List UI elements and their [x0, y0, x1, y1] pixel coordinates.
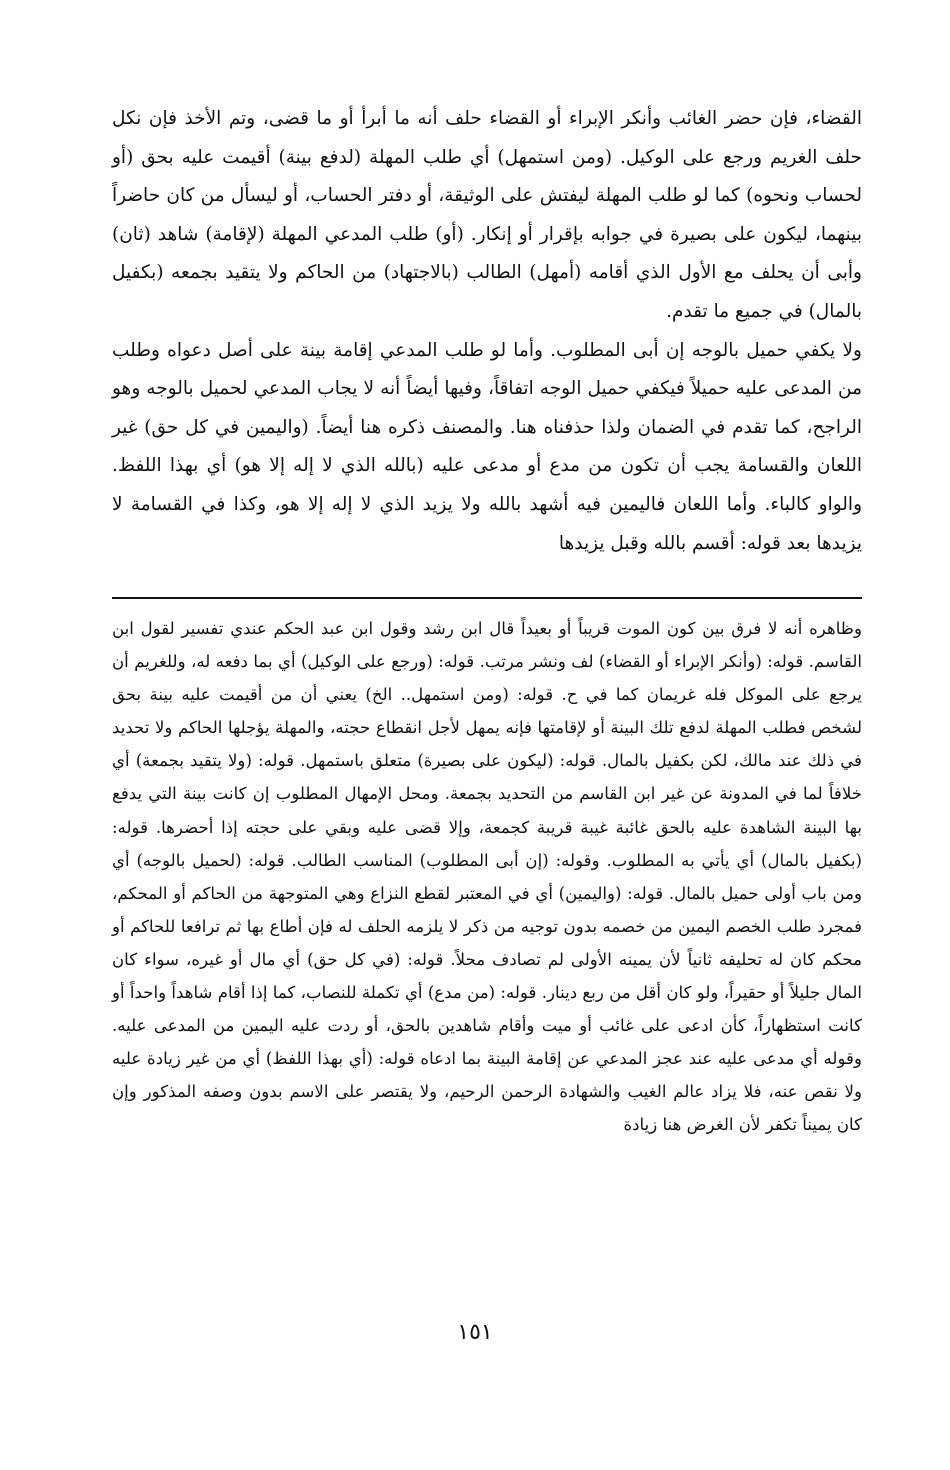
- main-paragraph-1: القضاء، فإن حضر الغائب وأنكر الإبراء أو القضاء حلف أنه ما أبرأ أو ما قضى، وتم الأخذ فإن نكل حلف الغريم ورجع على الوكيل. (ومن استمهل) أي طلب المهلة (لدفع بينة) أقيمت عليه بحق (أو لحساب ونحوه) كما لو طلب المهلة ليفتش على الوثيقة، أو دفتر الحساب، أو ليسأل من كان حاضراً بينهما، ليكون على بصيرة في جوابه بإقرار أو إنكار. (أو) طلب المدعي المهلة (لإقامة) شاهد (ثان) وأبى أن يحلف مع الأول الذي أقامه (أمهل) الطالب (بالاجتهاد) من الحاكم ولا يتقيد بجمعه (بكفيل بالمال) في جميع ما تقدم.: [112, 108, 862, 322]
- footnote-text: وظاهره أنه لا فرق بين كون الموت قريباً أو بعيداً قال ابن رشد وقول ابن عبد الحكم عندي تفسير لقول ابن القاسم. قوله: (وأنكر الإبراء أو القضاء) لف ونشر مرتب. قوله: (ورجع على الوكيل) أي بما دفعه له، وللغريم أن يرجع على الموكل فله غريمان كما في ح. قوله: (ومن استمهل.. الخ) يعني أن من أقيمت عليه بينة بحق لشخص فطلب المهلة لدفع تلك البينة أو لإقامتها فإنه يمهل لأجل انقطاع حجته، والمهلة يؤجلها الحاكم ولا تحديد في ذلك عند مالك، لكن بكفيل بالمال. قوله: (ليكون على بصيرة) متعلق باستمهل. قوله: (ولا يتقيد بجمعة) أي خلافاً لما في المدونة عن غير ابن القاسم من التحديد بجمعة. ومحل الإمهال المطلوب إن كانت بينة التي يدفع بها البينة الشاهدة عليه بالحق غائبة غيبة قريبة كجمعة، وإلا قضى عليه وبقي على حجته إذا أحضرها. قوله: (بكفيل بالمال) أي يأتي به المطلوب. وقوله: (إن أبى المطلوب) المناسب الطالب. قوله: (لحميل بالوجه) أي ومن باب أولى حميل بالمال. قوله: (واليمين) أي في المعتبر لقطع النزاع وهي المتوجهة من الحاكم أو المحكم، فمجرد طلب الخصم اليمين من خصمه بدون توجيه من ذكر لا يلزمه الحلف له فإن أطاع بها ثم ترافعا للحاكم أو محكم كان له تحليفه ثانياً لأن يمينه الأولى لم تصادف محلاً. قوله: (في كل حق) أي مال أو غيره، سواء كان المال جليلاً أو حقيراً، ولو كان أقل من ربع دينار. قوله: (من مدع) أي تكملة للنصاب، كما إذا أقام شاهداً واحداً أو كانت استظهاراً، كأن ادعى على غائب أو ميت وأقام شاهدين بالحق، أو ردت عليه اليمين من المدعى عليه. وقوله أي مدعى عليه عند عجز المدعي عن إقامة البينة بما ادعاه قوله: (أي بهذا اللفظ) أي من غير زيادة عليه ولا نقص عنه، فلا يزاد عالم الغيب والشهادة الرحمن الرحيم، ولا يقتصر على الاسم بدون وصفه المذكور وإن كان يميناً تكفر لأن الغرض هنا زيادة: [112, 619, 862, 1135]
- book-page: [112, 100, 862, 1135]
- main-paragraph-2: ولا يكفي حميل بالوجه إن أبى المطلوب. وأما لو طلب المدعي إقامة بينة على أصل دعواه وطلب من المدعى عليه حميلاً فيكفي حميل الوجه اتفاقاً، وفيها أيضاً أنه لا يجاب المدعي لحميل بالوجه وهو الراجح، كما تقدم في الضمان ولذا حذفناه هنا. والمصنف ذكره هنا أيضاً. (واليمين في كل حق) غير اللعان والقسامة يجب أن تكون من مدع أو مدعى عليه (بالله الذي لا إله إلا هو) أي بهذا اللفظ. والواو كالباء. وأما اللعان فاليمين فيه أشهد بالله ولا يزيد الذي لا إله إلا هو، وكذا في القسامة لا يزيدها بعد قوله: أقسم بالله وقبل يزيدها: [112, 339, 862, 554]
- footnote-separator: [112, 597, 862, 599]
- footnotes: [112, 612, 862, 1142]
- page-number: ١٥١: [457, 1320, 493, 1345]
- main-text: [112, 100, 862, 563]
